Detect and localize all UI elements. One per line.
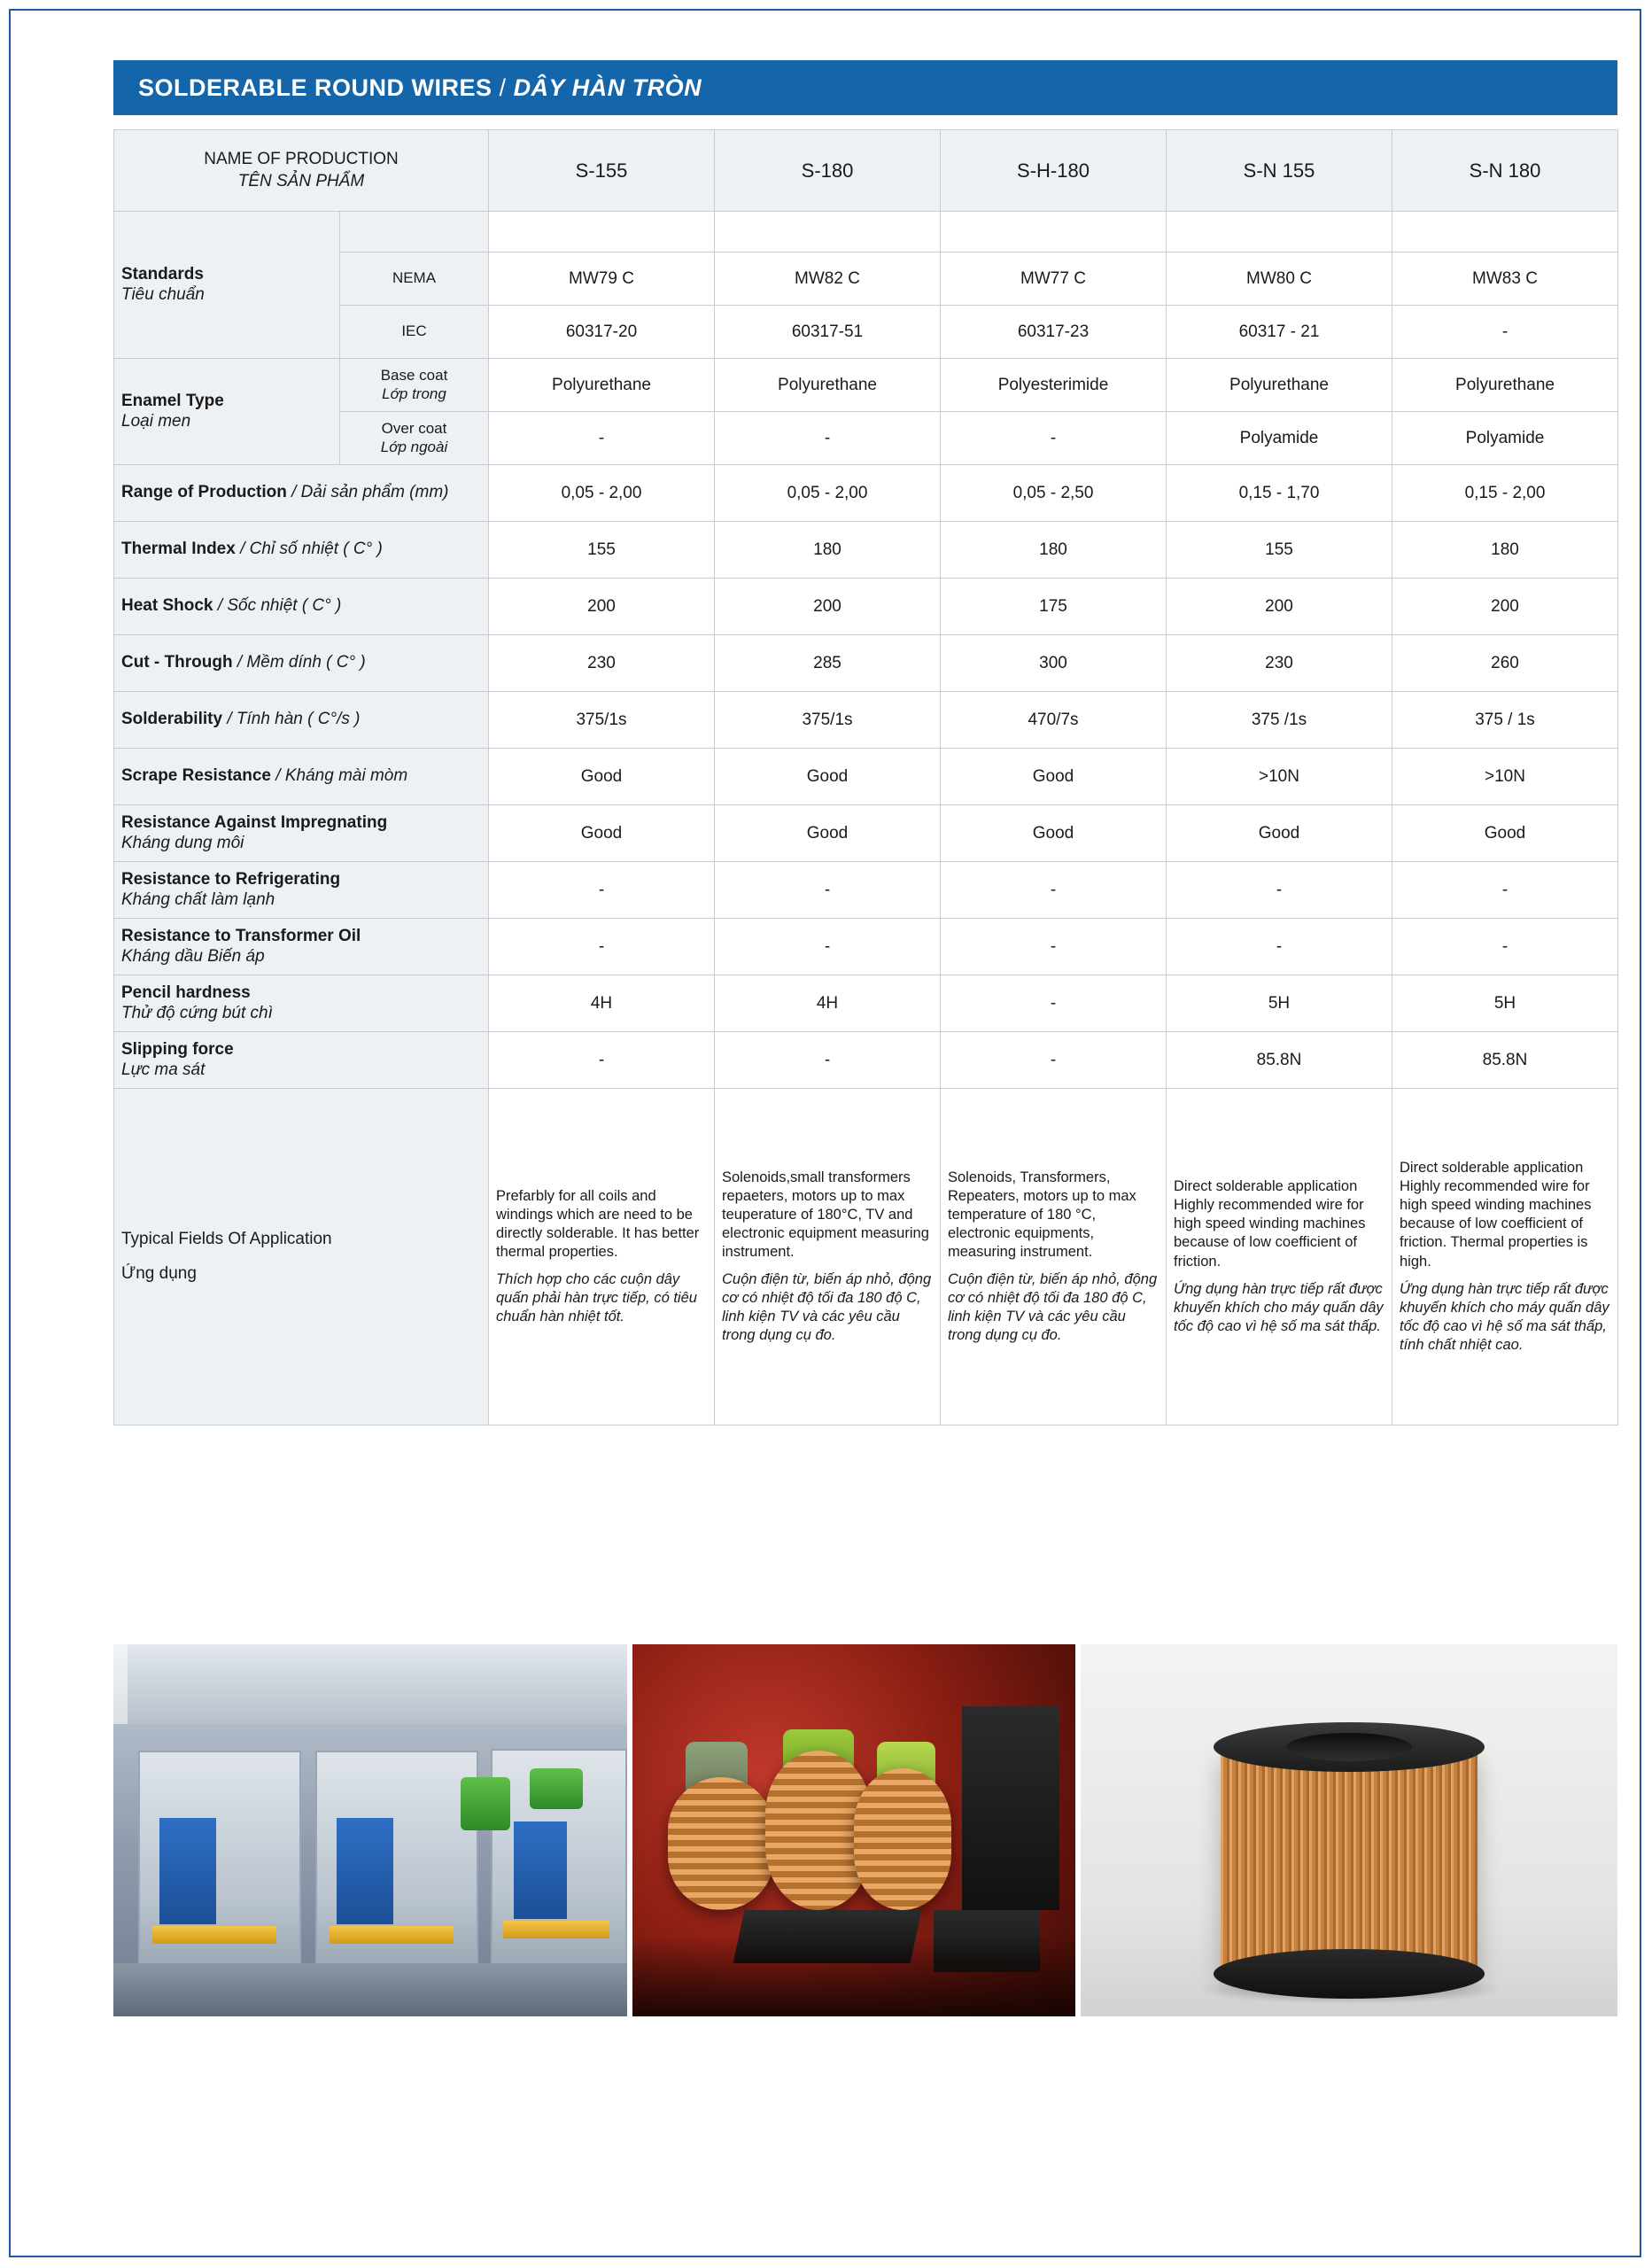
cell-basecoat-1: Polyurethane (489, 359, 715, 412)
cell-impregnating-3: Good (941, 805, 1167, 862)
cell-solderability-2: 375/1s (715, 692, 941, 749)
table-row (114, 465, 1618, 522)
cell-refrigerating-2: - (715, 862, 941, 919)
cell-overcoat-1: - (489, 412, 715, 465)
table-row (114, 1032, 1618, 1089)
cell-impregnating-1: Good (489, 805, 715, 862)
photo-strip (113, 1644, 1617, 2016)
table-row (114, 919, 1618, 975)
cell-nema-5: MW83 C (1392, 252, 1618, 306)
row-label-impregnating-en: Resistance Against Impregnating (121, 812, 388, 832)
cell-solderability-3: 470/7s (941, 692, 1167, 749)
cell-pencil-5: 5H (1392, 975, 1618, 1032)
row-label-standards-vi: Tiêu chuẩn (121, 284, 205, 304)
application-1-en: Prefarbly for all coils and windings which are need to be directly solderable. It has better thermal properties. (496, 1187, 700, 1260)
table-row (114, 412, 1618, 465)
application-2-vi: Cuộn điện từ, biến áp nhỏ, động cơ có nhiệt độ tối đa 180 độ C, linh kiện TV và các yêu cầu trong dụng cụ đo. (722, 1271, 932, 1344)
cell-solderability-5: 375 / 1s (1392, 692, 1618, 749)
cell-scrape-3: Good (941, 749, 1167, 805)
cell-iec-2: 60317-51 (715, 306, 941, 359)
cell-overcoat-2: - (715, 412, 941, 465)
photo3-copper-winding (1221, 1751, 1477, 1972)
row-label-cutthrough-vi: Mềm dính ( C° ) (246, 653, 366, 672)
product-column-5: S-N 180 (1392, 130, 1618, 212)
cell-application-2 (715, 1089, 941, 1425)
cell-cutthrough-2: 285 (715, 635, 941, 692)
cell-solderability-4: 375 /1s (1167, 692, 1392, 749)
cell-cutthrough-1: 230 (489, 635, 715, 692)
cell-thermal-2: 180 (715, 522, 941, 579)
row-label-heatshock-vi: Sốc nhiệt ( C° ) (227, 596, 342, 616)
row-label-transformeroil-vi: Kháng dầu Biến áp (121, 946, 265, 966)
cell-range-4: 0,15 - 1,70 (1167, 465, 1392, 522)
row-label-pencil-en: Pencil hardness (121, 983, 251, 1002)
photo1-ceiling-pipes (113, 1644, 627, 1724)
row-label-cutthrough-en: Cut - Through (121, 653, 233, 672)
row-label-pencil-hardness (114, 975, 489, 1032)
cell-standards-blank-5 (1392, 212, 1618, 252)
row-label-refrigerating-en: Resistance to Refrigerating (121, 869, 341, 889)
cell-pencil-1: 4H (489, 975, 715, 1032)
row-sub-nema: NEMA (340, 252, 489, 306)
table-row-application (114, 1089, 1618, 1425)
cell-thermal-1: 155 (489, 522, 715, 579)
cell-standards-blank-3 (941, 212, 1167, 252)
table-row (114, 805, 1618, 862)
header-name-of-production (114, 130, 489, 212)
row-label-pencil-vi: Thử độ cứng bút chì (121, 1003, 273, 1022)
cell-pencil-3: - (941, 975, 1167, 1032)
cell-nema-2: MW82 C (715, 252, 941, 306)
cell-transformeroil-5: - (1392, 919, 1618, 975)
photo1-blue-panel-1 (159, 1818, 216, 1924)
cell-impregnating-5: Good (1392, 805, 1618, 862)
row-label-solderability-en: Solderability (121, 710, 223, 729)
application-2-en: Solenoids,small transformers repaeters, motors up to max teuperature of 180°C, TV and electronic equipment measuring instrument. (722, 1169, 929, 1260)
application-3-vi: Cuộn điện từ, biến áp nhỏ, động cơ có nhiệt độ tối đa 180 độ C, linh kiện TV và các yêu cầu trong dụng cụ đo. (948, 1271, 1158, 1344)
photo2-coil-3 (854, 1768, 951, 1910)
cell-transformeroil-4: - (1167, 919, 1392, 975)
cell-basecoat-4: Polyurethane (1167, 359, 1392, 412)
cell-transformeroil-2: - (715, 919, 941, 975)
row-sub-base-coat-vi: Lớp trong (382, 384, 446, 402)
copper-wire-spool-photo (1081, 1644, 1617, 2016)
cell-scrape-5: >10N (1392, 749, 1618, 805)
cell-range-2: 0,05 - 2,00 (715, 465, 941, 522)
application-5-en: Direct solderable application Highly recommended wire for high speed winding machines because of low coefficient of friction. Thermal properties is high. (1400, 1159, 1592, 1270)
cell-slipping-1: - (489, 1032, 715, 1089)
row-label-refrigerating-vi: Kháng chất làm lạnh (121, 889, 275, 909)
product-column-3: S-H-180 (941, 130, 1167, 212)
application-4-vi: Ứng dụng hàn trực tiếp rất được khuyến khích cho máy quấn dây tốc độ cao vì hệ số ma sát thấp. (1174, 1280, 1384, 1334)
row-sub-over-coat (340, 412, 489, 465)
row-label-impregnating-vi: Kháng dung môi (121, 833, 244, 852)
cell-standards-blank-2 (715, 212, 941, 252)
cell-heatshock-3: 175 (941, 579, 1167, 635)
cell-application-5 (1392, 1089, 1618, 1425)
table-row (114, 522, 1618, 579)
cell-iec-3: 60317-23 (941, 306, 1167, 359)
cell-application-1 (489, 1089, 715, 1425)
cell-range-3: 0,05 - 2,50 (941, 465, 1167, 522)
cell-pencil-4: 5H (1167, 975, 1392, 1032)
cell-slipping-5: 85.8N (1392, 1032, 1618, 1089)
specifications-table (113, 129, 1618, 1425)
page-title-en: SOLDERABLE ROUND WIRES (138, 74, 492, 101)
winding-machines-photo (113, 1644, 627, 2016)
row-label-thermal-index: Thermal Index / Chỉ số nhiệt ( C° ) (114, 522, 489, 579)
cell-heatshock-2: 200 (715, 579, 941, 635)
specifications-table-wrapper (113, 129, 1617, 1425)
cell-solderability-1: 375/1s (489, 692, 715, 749)
cell-heatshock-5: 200 (1392, 579, 1618, 635)
row-label-slipping-en: Slipping force (121, 1039, 234, 1059)
cell-refrigerating-5: - (1392, 862, 1618, 919)
cell-nema-1: MW79 C (489, 252, 715, 306)
row-label-heatshock-en: Heat Shock (121, 596, 213, 616)
photo2-coil-1 (668, 1777, 774, 1910)
cell-scrape-2: Good (715, 749, 941, 805)
row-label-transformeroil-en: Resistance to Transformer Oil (121, 926, 361, 945)
cell-heatshock-1: 200 (489, 579, 715, 635)
row-label-heat-shock: Heat Shock / Sốc nhiệt ( C° ) (114, 579, 489, 635)
copper-coils-pcb-photo (632, 1644, 1075, 2016)
cell-refrigerating-4: - (1167, 862, 1392, 919)
cell-thermal-5: 180 (1392, 522, 1618, 579)
cell-iec-1: 60317-20 (489, 306, 715, 359)
photo2-dark-component-1 (962, 1706, 1059, 1910)
application-3-en: Solenoids, Transformers, Repeaters, motors up to max temperature of 180 °C, electronic equipments, measuring instrument. (948, 1169, 1136, 1260)
cell-basecoat-5: Polyurethane (1392, 359, 1618, 412)
row-label-application-vi: Ứng dụng (121, 1263, 197, 1283)
row-label-standards (114, 212, 340, 359)
cell-refrigerating-1: - (489, 862, 715, 919)
row-label-solderability-vi: Tính hàn ( C°/s ) (236, 710, 361, 729)
header-name-en: NAME OF PRODUCTION (204, 149, 399, 168)
table-row (114, 306, 1618, 359)
table-row (114, 579, 1618, 635)
table-row (114, 975, 1618, 1032)
cell-thermal-4: 155 (1167, 522, 1392, 579)
row-label-scrape-resistance: Scrape Resistance / Kháng mài mòm (114, 749, 489, 805)
cell-standards-blank-4 (1167, 212, 1392, 252)
cell-transformeroil-3: - (941, 919, 1167, 975)
product-column-1: S-155 (489, 130, 715, 212)
cell-basecoat-2: Polyurethane (715, 359, 941, 412)
cell-pencil-2: 4H (715, 975, 941, 1032)
row-label-enamel-vi: Loại men (121, 411, 191, 431)
row-label-solderability: Solderability / Tính hàn ( C°/s ) (114, 692, 489, 749)
cell-overcoat-3: - (941, 412, 1167, 465)
cell-slipping-2: - (715, 1032, 941, 1089)
row-sub-over-coat-vi: Lớp ngoài (380, 438, 448, 455)
row-label-range-en: Range of Production (121, 483, 287, 502)
product-column-2: S-180 (715, 130, 941, 212)
row-label-slipping-force (114, 1032, 489, 1089)
row-sub-base-coat (340, 359, 489, 412)
page-title-vi: DÂY HÀN TRÒN (513, 74, 702, 101)
cell-standards-blank-1 (489, 212, 715, 252)
cell-application-3 (941, 1089, 1167, 1425)
cell-heatshock-4: 200 (1167, 579, 1392, 635)
product-column-4: S-N 155 (1167, 130, 1392, 212)
table-row (114, 749, 1618, 805)
row-label-typical-application (114, 1089, 489, 1425)
cell-scrape-1: Good (489, 749, 715, 805)
cell-transformeroil-1: - (489, 919, 715, 975)
table-row (114, 692, 1618, 749)
row-label-impregnating (114, 805, 489, 862)
cell-nema-3: MW77 C (941, 252, 1167, 306)
row-sub-standards-blank (340, 212, 489, 252)
cell-scrape-4: >10N (1167, 749, 1392, 805)
photo1-floor (113, 1963, 627, 2016)
photo1-green-part-2 (530, 1768, 583, 1809)
header-name-vi: TÊN SẢN PHẨM (237, 171, 365, 190)
cell-cutthrough-3: 300 (941, 635, 1167, 692)
cell-cutthrough-5: 260 (1392, 635, 1618, 692)
cell-impregnating-4: Good (1167, 805, 1392, 862)
table-row (114, 359, 1618, 412)
photo3-bottom-flange (1214, 1949, 1485, 1999)
photo1-blue-panel-3 (514, 1821, 567, 1919)
row-label-scrape-vi: Kháng mài mòm (284, 766, 408, 786)
row-label-thermal-en: Thermal Index (121, 540, 236, 559)
row-label-range-vi: Dải sản phẩm (mm) (300, 483, 449, 502)
table-row (114, 212, 1618, 252)
photo3-hub (1286, 1733, 1412, 1761)
row-label-scrape-en: Scrape Resistance (121, 766, 271, 786)
application-4-en: Direct solderable application Highly recommended wire for high speed winding machines because of low coefficient of friction. (1174, 1178, 1366, 1270)
cell-nema-4: MW80 C (1167, 252, 1392, 306)
photo1-yellow-bar-3 (503, 1921, 609, 1938)
photo1-yellow-bar-2 (330, 1926, 454, 1944)
row-sub-base-coat-en: Base coat (380, 367, 448, 384)
row-label-cut-through: Cut - Through / Mềm dính ( C° ) (114, 635, 489, 692)
cell-application-4 (1167, 1089, 1392, 1425)
row-label-application-en: Typical Fields Of Application (121, 1229, 332, 1248)
row-label-enamel-en: Enamel Type (121, 391, 224, 410)
cell-range-1: 0,05 - 2,00 (489, 465, 715, 522)
photo1-blue-panel-2 (337, 1818, 393, 1924)
application-1-vi: Thích hợp cho các cuộn dây quấn phải hàn trực tiếp, có tiêu chuẩn hàn nhiệt tốt. (496, 1271, 697, 1325)
row-label-transformer-oil (114, 919, 489, 975)
photo2-vignette (632, 1937, 1075, 2016)
table-row (114, 862, 1618, 919)
cell-cutthrough-4: 230 (1167, 635, 1392, 692)
row-label-enamel-type (114, 359, 340, 465)
cell-iec-4: 60317 - 21 (1167, 306, 1392, 359)
row-sub-iec: IEC (340, 306, 489, 359)
row-label-range-of-production: Range of Production / Dải sản phẩm (mm) (114, 465, 489, 522)
page-title-separator: / (499, 74, 507, 101)
table-row (114, 635, 1618, 692)
table-header-row (114, 130, 1618, 212)
cell-impregnating-2: Good (715, 805, 941, 862)
cell-basecoat-3: Polyesterimide (941, 359, 1167, 412)
cell-range-5: 0,15 - 2,00 (1392, 465, 1618, 522)
row-label-slipping-vi: Lực ma sát (121, 1060, 206, 1079)
cell-slipping-4: 85.8N (1167, 1032, 1392, 1089)
cell-overcoat-4: Polyamide (1167, 412, 1392, 465)
table-row (114, 252, 1618, 306)
photo1-green-part-1 (461, 1777, 510, 1830)
cell-overcoat-5: Polyamide (1392, 412, 1618, 465)
row-label-standards-en: Standards (121, 264, 204, 284)
cell-thermal-3: 180 (941, 522, 1167, 579)
row-sub-over-coat-en: Over coat (381, 420, 447, 438)
row-label-refrigerating (114, 862, 489, 919)
cell-slipping-3: - (941, 1032, 1167, 1089)
section-header-banner (113, 60, 1617, 115)
row-label-thermal-vi: Chỉ số nhiệt ( C° ) (249, 540, 383, 559)
cell-refrigerating-3: - (941, 862, 1167, 919)
application-5-vi: Ứng dụng hàn trực tiếp rất được khuyến khích cho máy quấn dây tốc độ cao vì hệ số ma sát thấp, tính chất nhiệt cao. (1400, 1280, 1609, 1353)
page-title (113, 74, 702, 102)
cell-iec-5: - (1392, 306, 1618, 359)
photo1-yellow-bar-1 (152, 1926, 276, 1944)
